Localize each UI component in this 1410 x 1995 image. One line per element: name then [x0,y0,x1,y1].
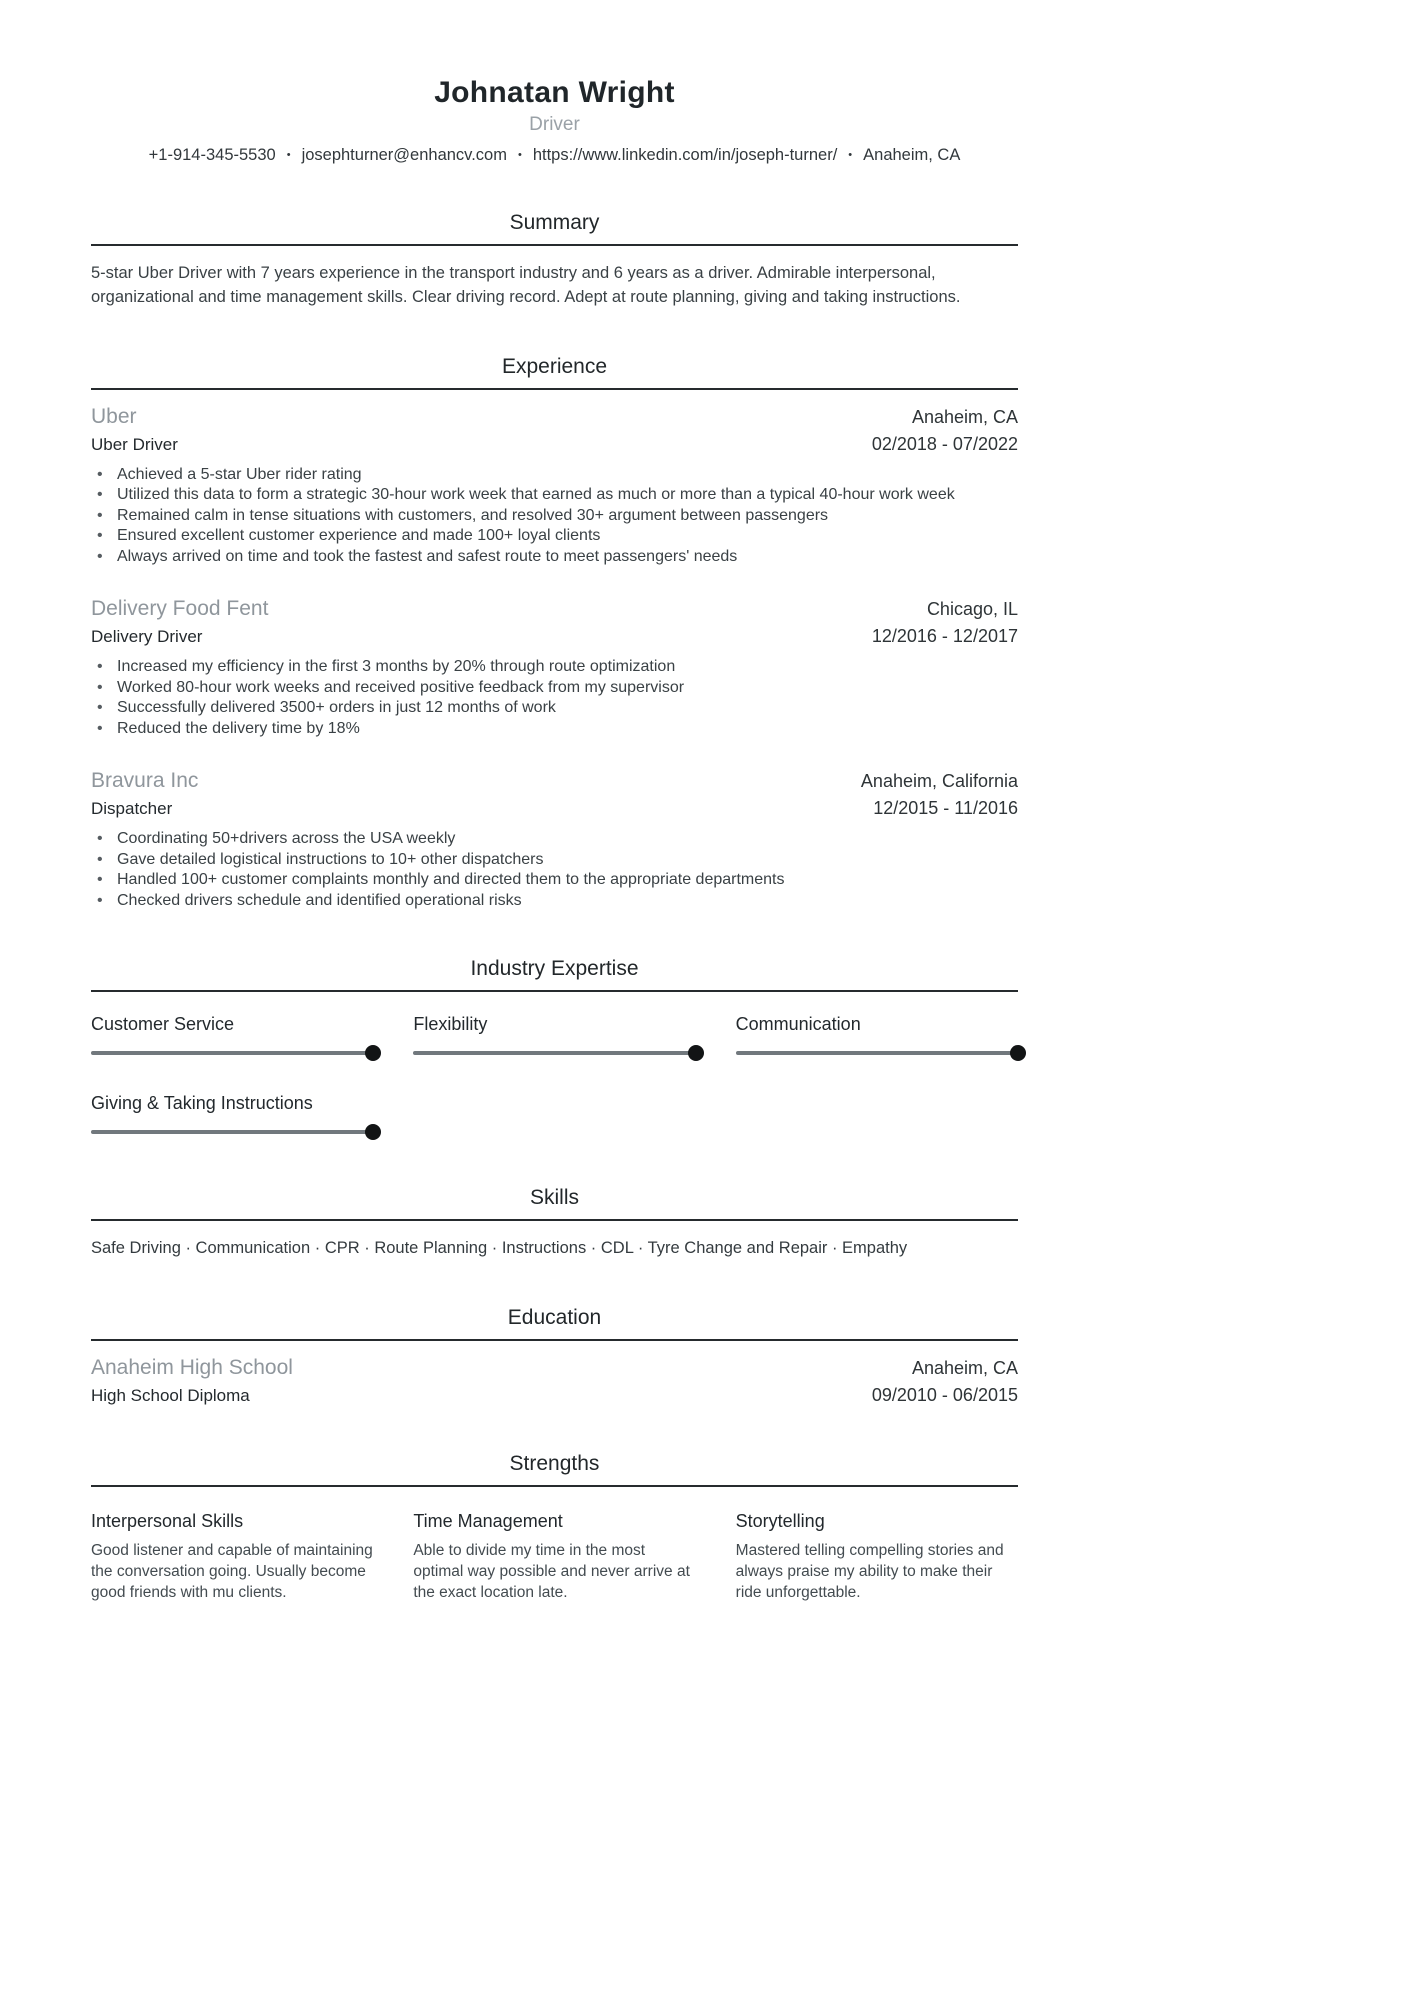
phone-number: +1-914-345-5530 [148,145,276,164]
bullet-list [91,829,1018,911]
skills-section [91,1186,1018,1260]
entry-dates: 12/2016 - 12/2017 [871,626,1018,646]
entry-location: Chicago, IL [926,599,1018,619]
bullet-item: • Increased my efficiency in the first 3 months by 20% through route optimization [91,657,1018,678]
bullet-list [91,657,1018,739]
entry-role: Uber Driver [91,434,178,454]
strength-item [736,1511,1018,1603]
slider-track [413,1051,695,1055]
strength-title: Storytelling [735,1511,825,1531]
resume-header [91,76,1018,165]
entry-dates: 09/2010 - 06/2015 [871,1385,1018,1405]
strength-text: Mastered telling compelling stories and always praise my ability to make their ride unforgettable. [735,1542,1004,1601]
bullet-item: • Ensured excellent customer experience and made 100+ loyal clients [91,526,1018,547]
section-heading-skills: Skills [529,1186,579,1209]
experience-entry [91,405,1018,568]
entry-role: Dispatcher [91,799,173,818]
skills-list: Safe Driving · Communication · CPR · Route Planning · Instructions · CDL · Tyre Change and Repair · Empathy [91,1239,908,1257]
bullet-item: • Successfully delivered 3500+ orders in just 12 months of work [91,698,1018,719]
skill-slider [91,1045,373,1061]
skill-slider [736,1045,1018,1061]
strength-item [413,1511,695,1603]
strength-text: Good listener and capable of maintaining the conversation going. Usually become good friends with mu clients. [91,1542,373,1601]
entry-dates: 02/2018 - 07/2022 [871,433,1018,454]
bullet-item: • Worked 80-hour work weeks and received positive feedback from my supervisor [91,678,1018,699]
bullet-item: • Gave detailed logistical instructions to 10+ other dispatchers [91,850,1018,871]
section-divider [91,1219,1018,1221]
industry-expertise-item [91,1093,373,1140]
bullet-item: • Coordinating 50+drivers across the USA weekly [91,829,1018,850]
bullet-list [91,465,1018,568]
bullet-item: • Remained calm in tense situations with customers, and resolved 30+ argument between passengers [91,506,1018,527]
bullet-item: • Utilized this data to form a strategic 30-hour work week that earned as much or more than a typical 40-hour work week [91,485,1018,506]
section-heading-industry-expertise: Industry Expertise [470,957,639,980]
slider-thumb [365,1124,381,1140]
slider-track [736,1051,1018,1055]
slider-track [91,1051,373,1055]
education-entry [91,1356,1018,1406]
education-section [91,1306,1018,1406]
strength-text: Able to divide my time in the most optimal way possible and never arrive at the exact location late. [413,1542,690,1601]
entry-dates: 12/2015 - 11/2016 [873,798,1018,818]
linkedin-url[interactable]: https://www.linkedin.com/in/joseph-turner/ [532,145,838,164]
strength-item [91,1511,373,1603]
industry-expertise-item [736,1014,1018,1061]
contact-separator: • [517,148,522,161]
school-name: Anaheim High School [91,1356,293,1379]
email-address[interactable]: josephturner@enhancv.com [301,145,507,164]
slider-thumb [688,1045,704,1061]
skill-slider [413,1045,695,1061]
company-name: Bravura Inc [91,769,199,792]
section-heading-summary: Summary [509,210,600,234]
entry-location: Anaheim, CA [911,1358,1018,1378]
strengths-section [91,1452,1018,1603]
experience-entry [91,769,1018,911]
skill-label: Communication [735,1014,861,1034]
person-name: Johnatan Wright [434,76,675,109]
skill-slider [91,1124,373,1140]
summary-text: 5-star Uber Driver with 7 years experience in the transport industry and 6 years as a driver. Admirable interpersonal, organizational and time management skills. Clear driving record. Adept at route planning, giving and taking instructions. [91,263,961,306]
resume-content [91,0,1018,1603]
bullet-item: • Handled 100+ customer complaints monthly and directed them to the appropriate departments [91,870,1018,891]
contact-separator: • [848,148,853,161]
industry-expertise-item [413,1014,695,1061]
strength-title: Time Management [413,1511,563,1531]
industry-expertise-section [91,957,1018,1140]
bullet-item: • Reduced the delivery time by 18% [91,719,1018,740]
slider-thumb [365,1045,381,1061]
slider-track [91,1130,373,1134]
strength-title: Interpersonal Skills [91,1511,244,1531]
slider-thumb [1010,1045,1026,1061]
section-divider [91,990,1018,992]
section-divider [91,1485,1018,1487]
skill-label: Giving & Taking Instructions [91,1093,313,1113]
experience-section [91,355,1018,912]
company-name: Delivery Food Fent [91,597,269,620]
contact-location: Anaheim, CA [863,145,961,164]
bullet-item: • Checked drivers schedule and identified operational risks [91,891,1018,912]
section-heading-experience: Experience [501,354,608,378]
entry-role: Delivery Driver [91,627,203,646]
section-divider [91,388,1018,390]
experience-entry [91,597,1018,739]
contact-separator: • [286,148,291,161]
bullet-item: • Always arrived on time and took the fastest and safest route to meet passengers' needs [91,547,1018,568]
summary-section [91,211,1018,309]
industry-expertise-item [91,1014,373,1061]
person-job-title: Driver [529,113,580,135]
skill-label: Customer Service [91,1014,235,1034]
entry-location: Anaheim, California [860,771,1018,791]
company-name: Uber [91,404,137,428]
bullet-item: • Achieved a 5-star Uber rider rating [91,465,1018,486]
section-divider [91,1339,1018,1341]
contact-line [91,146,1018,165]
section-heading-education: Education [507,1306,602,1329]
degree-name: High School Diploma [91,1386,250,1405]
section-divider [91,244,1018,246]
section-heading-strengths: Strengths [509,1452,600,1475]
skill-label: Flexibility [413,1014,488,1034]
entry-location: Anaheim, CA [911,406,1018,427]
